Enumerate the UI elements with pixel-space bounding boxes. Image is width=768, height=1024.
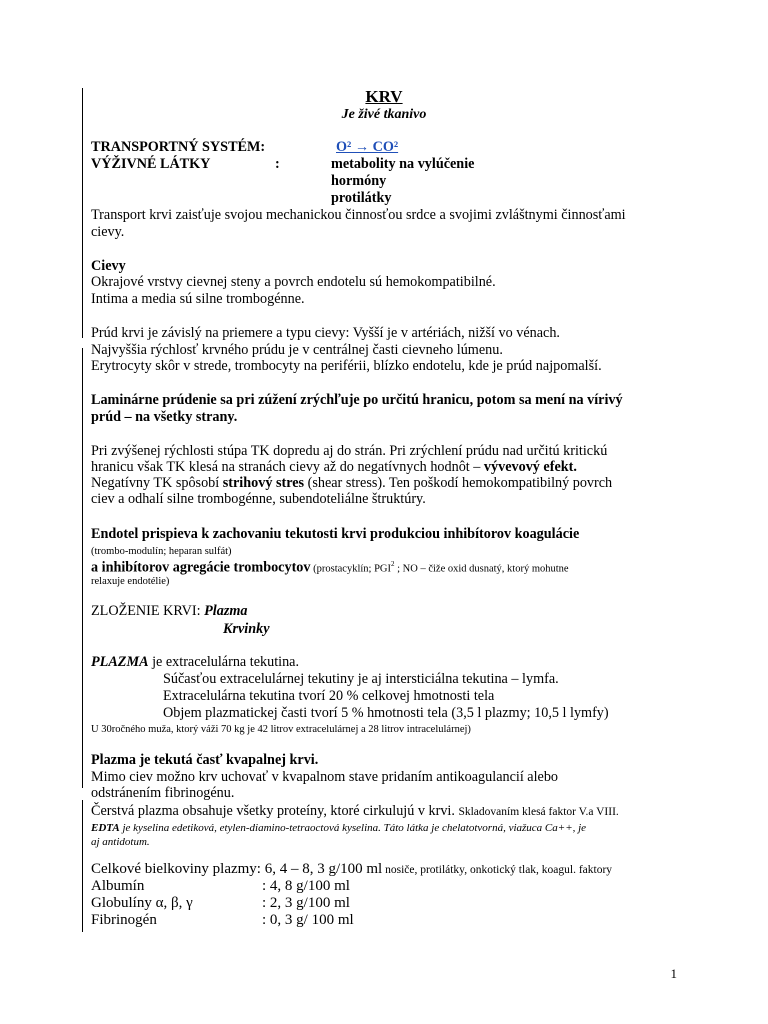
- text-run: ; NO – čiže oxid dusnatý, ktorý mohutne: [394, 563, 569, 575]
- body-line: Najvyššia rýchlosť krvného prúdu je v centrálnej časti cievneho lúmenu.: [91, 342, 503, 358]
- zlozenie-krvinky: Krvinky: [223, 621, 270, 637]
- text-run: je extracelulárna tekutina.: [148, 654, 300, 670]
- text-run: (prostacyklín; PGI: [310, 563, 391, 575]
- zlozenie-plazma: Plazma: [204, 603, 248, 619]
- intro-line: Transport krvi zaisťuje svojou mechanickou činnosťou srdce a svojimi zvláštnymi činnosťami: [91, 207, 626, 223]
- change-bar: [82, 800, 83, 932]
- zlozenie-label: ZLOŽENIE KRVI:: [91, 603, 205, 619]
- edta-line: [91, 820, 586, 837]
- edta-term: EDTA: [91, 822, 120, 834]
- protein-name: Fibrinogén: [91, 912, 157, 928]
- text-run: Negatívny TK spôsobí: [91, 475, 223, 491]
- protein-value: : 4, 8 g/100 ml: [262, 878, 350, 894]
- plazma-line: [91, 654, 299, 671]
- gas-exchange: O² → CO²: [336, 139, 399, 155]
- body-line: [91, 475, 612, 492]
- text-run: Skladovaním klesá faktor V.a VIII.: [458, 806, 619, 818]
- term-shear: strihový stres: [222, 475, 305, 491]
- body-line: [91, 803, 619, 821]
- proteins-line: [91, 861, 612, 879]
- term-vyvev: vývevový efekt.: [483, 459, 577, 475]
- zlozenie-line: [91, 603, 247, 620]
- body-line: [91, 459, 577, 476]
- body-line: Mimo ciev možno krv uchovať v kvapalnom stave pridaním antikoagulancií alebo: [91, 769, 559, 785]
- nutrient-item: hormóny: [331, 173, 387, 189]
- nutrients-label: VÝŽIVNÉ LÁTKY: [91, 156, 211, 172]
- intro-line: cievy.: [91, 224, 125, 240]
- plazma-line: Súčasťou extracelulárnej tekutiny je aj intersticiálna tekutina – lymfa.: [163, 671, 559, 687]
- plazma-line: Extracelulárna tekutina tvorí 20 % celkovej hmotnosti tela: [163, 688, 495, 704]
- text-run: Celkové bielkoviny plazmy: 6, 4 – 8, 3 g/100 ml: [91, 861, 383, 877]
- protein-value: : 2, 3 g/100 ml: [262, 895, 350, 911]
- laminar-line: prúd – na všetky strany.: [91, 409, 238, 425]
- body-line: odstránením fibrinogénu.: [91, 785, 235, 801]
- protein-value: : 0, 3 g/ 100 ml: [262, 912, 354, 928]
- section-heading: Cievy: [91, 258, 126, 274]
- endotel-note: relaxuje endotélie): [91, 576, 170, 587]
- protein-name: Albumín: [91, 878, 145, 894]
- nutrient-item: metabolity na vylúčenie: [331, 156, 475, 172]
- section-heading: Plazma je tekutá časť kvapalnej krvi.: [91, 752, 319, 768]
- document-subtitle: Je živé tkanivo: [341, 107, 427, 122]
- protein-name: Globulíny α, β, γ: [91, 895, 193, 911]
- change-bar: [82, 348, 83, 788]
- body-line: Pri zvýšenej rýchlosti stúpa TK dopredu aj do strán. Pri zrýchlení prúdu nad určitú kritickú: [91, 443, 608, 459]
- text-run: hranicu však TK klesá na stranách cievy až do negatívnych hodnôt –: [91, 459, 484, 475]
- plazma-label: PLAZMA: [91, 654, 149, 670]
- body-line: Erytrocyty skôr v strede, trombocyty na periférii, blízko endotelu, kde je prúd najpomalší.: [91, 358, 602, 374]
- endotel-note: (trombo-modulín; heparan sulfát): [91, 546, 232, 557]
- plazma-line: Objem plazmatickej časti tvorí 5 % hmotnosti tela (3,5 l plazmy; 10,5 l lymfy): [163, 705, 609, 721]
- superscript: 2: [391, 560, 395, 568]
- text-run: a inhibítorov agregácie trombocytov: [91, 559, 311, 576]
- nutrient-item: protilátky: [331, 190, 392, 206]
- nutrients-colon: :: [275, 156, 280, 172]
- text-run: (shear stress). Ten poškodí hemokompatibilný povrch: [304, 475, 613, 491]
- document-title: KRV: [365, 87, 403, 106]
- text-run: je kyselina edetiková, etylen-diamino-tetraoctová kyselina. Táto látka je chelatotvorná, viažuca Ca++, je: [119, 822, 587, 834]
- body-line: Prúd krvi je závislý na priemere a typu cievy: Vyšší je v artériách, nižší vo vénach.: [91, 325, 560, 341]
- text-run: nosiče, protilátky, onkotický tlak, koagul. faktory: [382, 864, 613, 876]
- plazma-note: U 30ročného muža, ktorý váži 70 kg je 42 litrov extracelulárnej a 28 litrov intracelulárnej): [91, 724, 471, 735]
- body-line: ciev a odhalí silne trombogénne, subendoteliálne štruktúry.: [91, 491, 426, 507]
- transport-label: TRANSPORTNÝ SYSTÉM:: [91, 139, 266, 155]
- text-run: Čerstvá plazma obsahuje všetky proteíny, ktoré cirkulujú v krvi.: [91, 803, 459, 819]
- laminar-line: Laminárne prúdenie sa pri zúžení zrýchľuje po určitú hranicu, potom sa mení na vírivý: [91, 392, 623, 408]
- body-line: Okrajové vrstvy cievnej steny a povrch endotelu sú hemokompatibilné.: [91, 274, 496, 290]
- page-number: 1: [670, 966, 677, 981]
- edta-line: aj antidotum.: [91, 836, 150, 848]
- endotel-line: Endotel prispieva k zachovaniu tekutosti krvi produkciou inhibítorov koagulácie: [91, 526, 580, 542]
- change-bar: [82, 88, 83, 338]
- body-line: Intima a media sú silne trombogénne.: [91, 291, 305, 307]
